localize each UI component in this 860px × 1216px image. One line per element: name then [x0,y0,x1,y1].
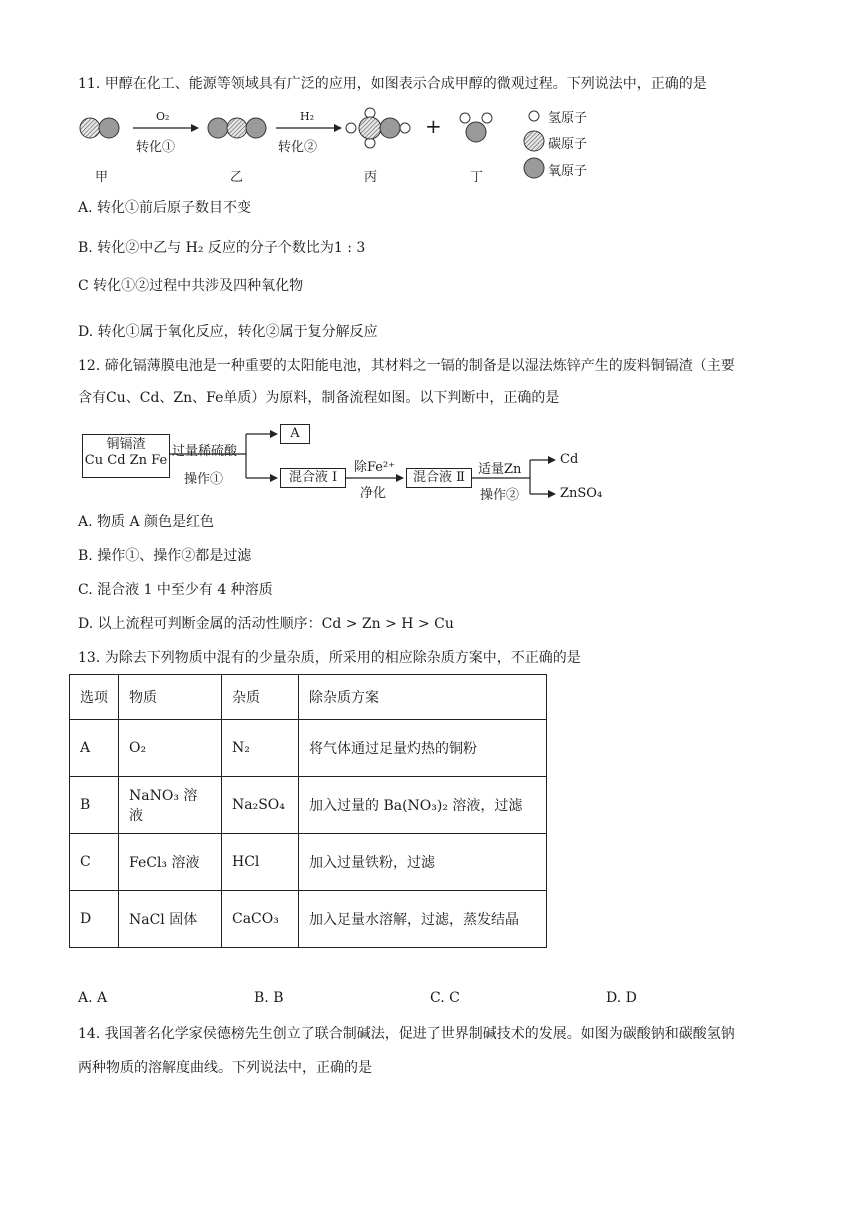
header-option: 选项 [70,675,119,720]
cell-impurity: HCl [222,834,299,891]
legend-carbon: 碳原子 [548,137,588,152]
header-substance: 物质 [119,675,222,720]
cell-substance: FeCl₃ 溶液 [119,834,222,891]
arrow-2 [276,124,342,132]
arrow2-top-label: H₂ [300,110,315,123]
label-yi: 乙 [230,170,244,185]
mixture-1-box: 混合液 Ⅰ [280,468,346,488]
answer-a: A. A [78,990,108,1006]
product-znso4: ZnSO₄ [560,486,603,501]
cell-substance: NaNO₃ 溶液 [119,777,222,834]
molecule-bing [346,108,410,148]
raw-material-formula: Cu Cd Zn Fe [84,453,168,468]
q11-stem: 11. 甲醇在化工、能源等领域具有广泛的应用，如图表示合成甲醇的微观过程。下列说法中，正确的是 [78,76,707,92]
raw-material-name: 铜镉渣 [106,437,146,452]
answer-c: C. C [430,990,460,1006]
q14-stem-line1: 14. 我国著名化学家侯德榜先生创立了联合制碱法，促进了世界制碱技术的发展。如图为碳酸钠和碳酸氢钠 [78,1026,735,1042]
legend-hydrogen: 氢原子 [548,111,588,126]
q12-flowchart [82,420,622,510]
substance-a-box: A [280,424,310,444]
table-header-row [70,675,547,720]
legend-symbols [522,104,548,184]
answer-d: D. D [606,990,637,1006]
q12-option-d: D. 以上流程可判断金属的活动性顺序：Cd > Zn > H > Cu [78,616,454,632]
q11-option-b: B. 转化②中乙与 H₂ 反应的分子个数比为1 : 3 [78,240,366,256]
step2-operation: 操作② [480,488,520,503]
cell-method: 将气体通过足量灼热的铜粉 [299,720,547,777]
cell-option: C [70,834,119,891]
arrow-1 [133,124,199,132]
step2-reagent: 适量Zn [478,462,522,477]
purify-reagent: 除Fe²⁺ [354,460,396,475]
step1-operation: 操作① [184,472,224,487]
cell-substance: NaCl 固体 [119,891,222,948]
raw-material-box [82,434,170,478]
cell-impurity: N₂ [222,720,299,777]
label-ding: 丁 [470,170,484,185]
step1-reagent: 过量稀硫酸 [172,444,238,459]
q12-option-c: C. 混合液 1 中至少有 4 种溶质 [78,582,273,598]
cell-option: D [70,891,119,948]
legend-oxygen: 氧原子 [548,164,588,179]
q12-option-b: B. 操作①、操作②都是过滤 [78,548,252,564]
table-row [70,834,547,891]
cell-option: B [70,777,119,834]
label-jia: 甲 [95,170,109,185]
header-impurity: 杂质 [222,675,299,720]
cell-option: A [70,720,119,777]
arrow1-top-label: O₂ [156,110,170,123]
product-cd: Cd [560,452,579,467]
q12-stem-line1: 12. 碲化镉薄膜电池是一种重要的太阳能电池，其材料之一镉的制备是以湿法炼锌产生的废料铜镉渣（主要 [78,358,735,374]
q13-stem: 13. 为除去下列物质中混有的少量杂质，所采用的相应除杂质方案中，不正确的是 [78,650,581,666]
cell-method: 加入过量的 Ba(NO₃)₂ 溶液，过滤 [299,777,547,834]
molecule-yi [208,118,266,138]
molecule-ding [460,113,492,142]
answer-b: B. B [254,990,284,1006]
table-row [70,777,547,834]
q14-stem-line2: 两种物质的溶解度曲线。下列说法中，正确的是 [78,1060,372,1076]
cell-impurity: CaCO₃ [222,891,299,948]
cell-impurity: Na₂SO₄ [222,777,299,834]
label-bing: 丙 [364,170,378,185]
table-row [70,720,547,777]
arrow1-bottom-label: 转化① [136,140,176,155]
q11-option-d: D. 转化①属于氧化反应，转化②属于复分解反应 [78,324,378,340]
cell-substance: O₂ [119,720,222,777]
cell-method: 加入过量铁粉，过滤 [299,834,547,891]
molecule-jia [80,118,119,138]
q12-stem-line2: 含有Cu、Cd、Zn、Fe单质）为原料，制备流程如图。以下判断中，正确的是 [78,390,560,406]
cell-method: 加入足量水溶解，过滤，蒸发结晶 [299,891,547,948]
arrow2-bottom-label: 转化② [278,140,318,155]
q12-option-a: A. 物质 A 颜色是红色 [78,514,215,530]
table-row [70,891,547,948]
purify-operation: 净化 [360,486,387,501]
q11-option-a: A. 转化①前后原子数目不变 [78,200,252,216]
q11-option-c: C 转化①②过程中共涉及四种氧化物 [78,278,304,294]
q13-table [69,674,547,948]
plus-sign: + [425,114,442,138]
header-method: 除杂质方案 [299,675,547,720]
mixture-2-box: 混合液 Ⅱ [406,468,472,488]
